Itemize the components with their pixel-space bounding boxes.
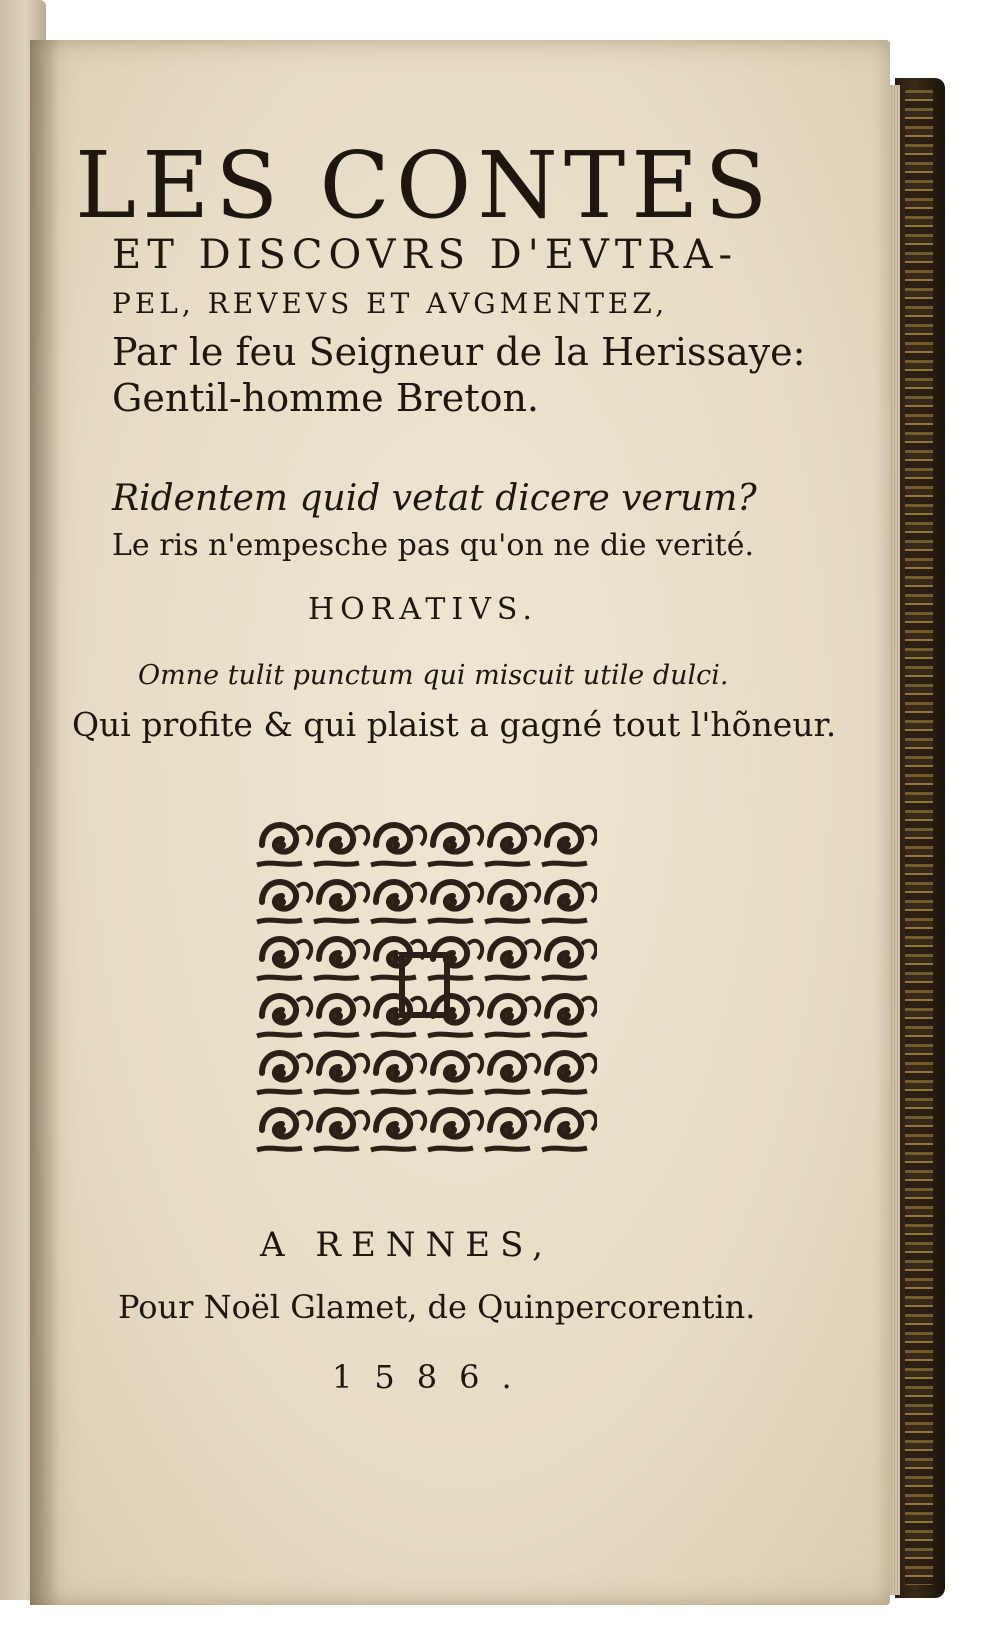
motto-latin: Ridentem quid vetat dicere verum? (112, 478, 757, 519)
ornament-grid (257, 825, 596, 1150)
imprint-place: A RENNES, (260, 1225, 553, 1265)
subtitle-line-2: PEL, REVEVS ET AVGMENTEZ, (112, 287, 669, 320)
quote-latin: Omne tulit punctum qui miscuit utile dulci. (138, 660, 729, 691)
book-title: LES CONTES (75, 132, 774, 239)
imprint-year: 1586. (332, 1358, 534, 1396)
motto-french: Le ris n'empesche pas qu'on ne die verité. (112, 528, 755, 563)
motto-source: HORATIVS. (308, 592, 538, 627)
subtitle-line-1: ET DISCOVRS D'EVTRA- (112, 232, 739, 278)
author-line-1: Par le feu Seigneur de la Herissaye: (112, 330, 806, 374)
quote-french: Qui profite & qui plaist a gagné tout l'hõneur. (72, 705, 837, 744)
page-gutter-shadow (30, 40, 60, 1605)
author-line-2: Gentil-homme Breton. (112, 376, 539, 420)
fleuron-ornament (252, 815, 597, 1155)
imprint-printer: Pour Noël Glamet, de Quinpercorentin. (118, 1288, 756, 1326)
gilt-spine-edge (905, 90, 933, 1585)
